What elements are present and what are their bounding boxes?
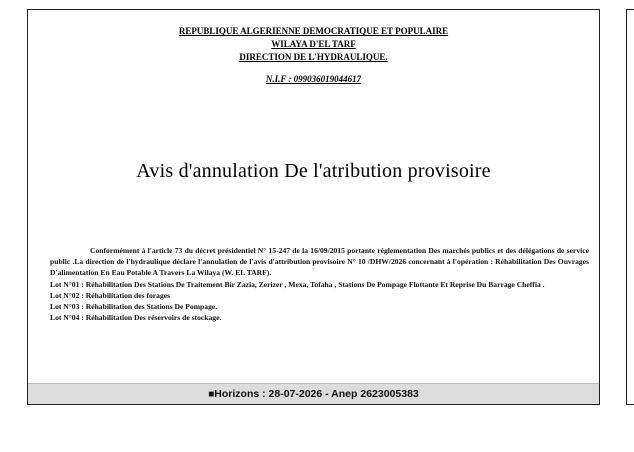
footer-text: Horizons : 28-07-2026 - Anep 2623005383 xyxy=(214,388,419,400)
notice-paragraph: Conformément à l'article 73 du décret présidentiel N° 15-247 de la 16/09/2015 portante réglementation Des marchés publics et des délégations de service public .La direction de l'hydraulique déclare l'annulation de l'avis d'attribution provisoire N° 10 /DHW/2026 concernant à l'opération : Réhabilitation Des Ouvrages D'alimentation En Eau Potable A Travers La Wilaya (W. EL TARF). xyxy=(50,246,589,278)
lot-item: Lot N°03 : Réhabilitation des Stations De Pompage. xyxy=(50,302,218,312)
document-header xyxy=(28,25,599,64)
notice-title: Avis d'annulation De l'atribution provisoire xyxy=(136,160,491,182)
nif-number: N.I.F : 099036019044617 xyxy=(265,74,362,84)
header-wilaya: WILAYA D'EL TARF xyxy=(271,39,356,49)
adjacent-page-edge xyxy=(626,9,634,405)
bullet-square-icon: ■ xyxy=(208,389,215,400)
lot-item: Lot N°01 : Réhabilitation Des Stations De Traitement Bir Zazia, Zerizer , Mexa, Tofaha , Stations De Pompage Flottante Et Reprise Du Barrage Cheffia . xyxy=(50,279,545,289)
notice-body xyxy=(50,245,589,323)
lot-item: Lot N°04 : Réhabilitation Des réservoirs de stockage. xyxy=(50,313,222,323)
lot-item: Lot N°02 : Réhabilitation des forages xyxy=(50,290,171,300)
publication-footer xyxy=(28,383,599,404)
header-direction: DIRECTION DE L'HYDRAULIQUE. xyxy=(239,52,388,62)
notice-document xyxy=(27,9,600,405)
header-republic: REPUBLIQUE ALGERIENNE DEMOCRATIQUE ET POPULAIRE xyxy=(178,26,449,36)
